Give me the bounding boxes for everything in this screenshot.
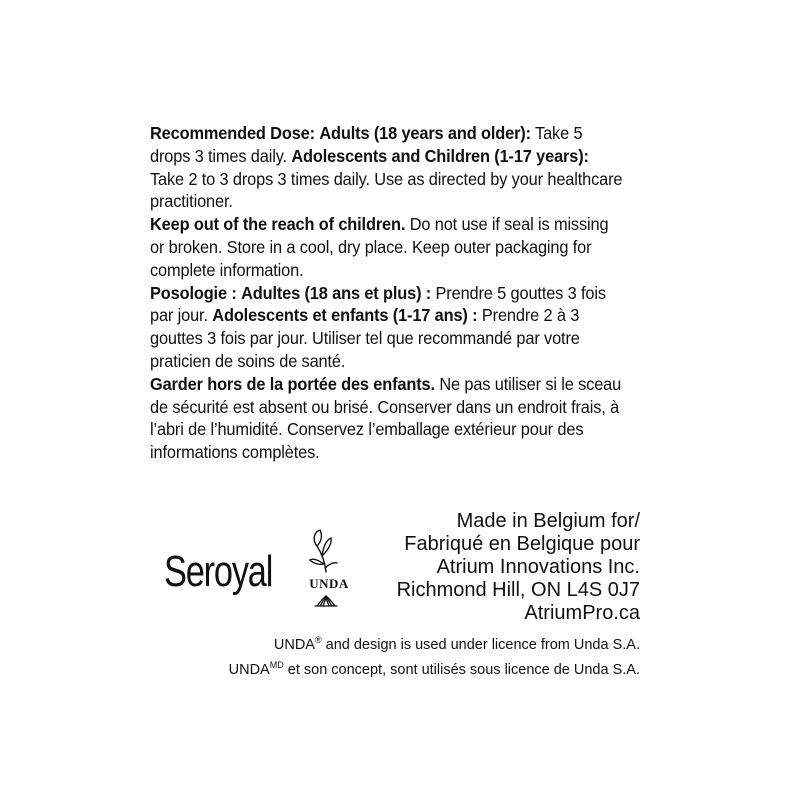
manufacturer-line-4: Richmond Hill, ON L4S 0J7 xyxy=(396,579,640,601)
english-warning-paragraph xyxy=(150,213,624,281)
french-warning-label: Garder hors de la portée des enfants. xyxy=(150,373,435,394)
unda-plant-icon xyxy=(298,526,360,608)
french-children-label: Adolescents et enfants (1-17 ans) : xyxy=(212,305,478,326)
unda-wordmark: UNDA xyxy=(309,576,349,591)
label-instructions xyxy=(150,122,624,464)
registered-mark: ® xyxy=(314,635,322,645)
french-warning-paragraph xyxy=(150,373,624,464)
english-dose-heading: Recommended Dose: xyxy=(150,123,315,143)
legal-fr-text: et son concept, sont utilisés sous licence de Unda S.A. xyxy=(287,662,640,678)
manufacturer-line-2: Fabriqué en Belgique pour xyxy=(404,533,640,555)
french-dose-heading: Posologie : xyxy=(150,282,237,303)
legal-french-line xyxy=(229,655,640,680)
english-adults-label: Adults (18 years and older): xyxy=(319,123,531,143)
manufacturer-website: AtriumPro.ca xyxy=(524,602,640,624)
manufacturer-block xyxy=(397,510,640,625)
french-dose-paragraph xyxy=(150,282,624,373)
english-warning-label: Keep out of the reach of children. xyxy=(150,214,406,235)
manufacturer-line-1: Made in Belgium for/ xyxy=(456,510,640,532)
md-mark: MD xyxy=(269,660,284,670)
legal-en-text: and design is used under licence from Unda S.A. xyxy=(325,637,640,653)
english-warning-text: Do not use if seal is missing or broken. Store in a cool, dry place. Keep outer packaging for complete information. xyxy=(150,214,609,280)
manufacturer-line-3: Atrium Innovations Inc. xyxy=(436,556,640,578)
french-adults-label: Adultes (18 ans et plus) : xyxy=(241,282,432,303)
seroyal-logo: Seroyal xyxy=(164,547,273,596)
legal-english-line xyxy=(229,630,640,655)
legal-fr-brand: UNDA xyxy=(228,662,270,678)
french-adults-text: Prendre 5 gouttes 3 fois par jour. xyxy=(150,282,606,326)
english-children-text: Take 2 to 3 drops 3 times daily. Use as directed by your healthcare practitioner. xyxy=(150,168,623,212)
french-children-text: Prendre 2 à 3 gouttes 3 fois par jour. Utiliser tel que recommandé par votre praticien de soins de santé. xyxy=(150,305,580,371)
english-dose-paragraph xyxy=(150,122,624,213)
english-children-label: Adolescents and Children (1-17 years): xyxy=(291,145,589,166)
legal-en-brand: UNDA xyxy=(273,637,315,653)
french-warning-text: Ne pas utiliser si le sceau de sécurité est absent ou brisé. Conserver dans un endroit frais, à l’abri de l’humidité. Conservez l’emballage extérieur pour des informations complètes. xyxy=(150,373,622,463)
unda-logo xyxy=(298,526,360,608)
legal-notice xyxy=(229,630,640,680)
english-adults-text: Take 5 drops 3 times daily. xyxy=(150,123,583,166)
